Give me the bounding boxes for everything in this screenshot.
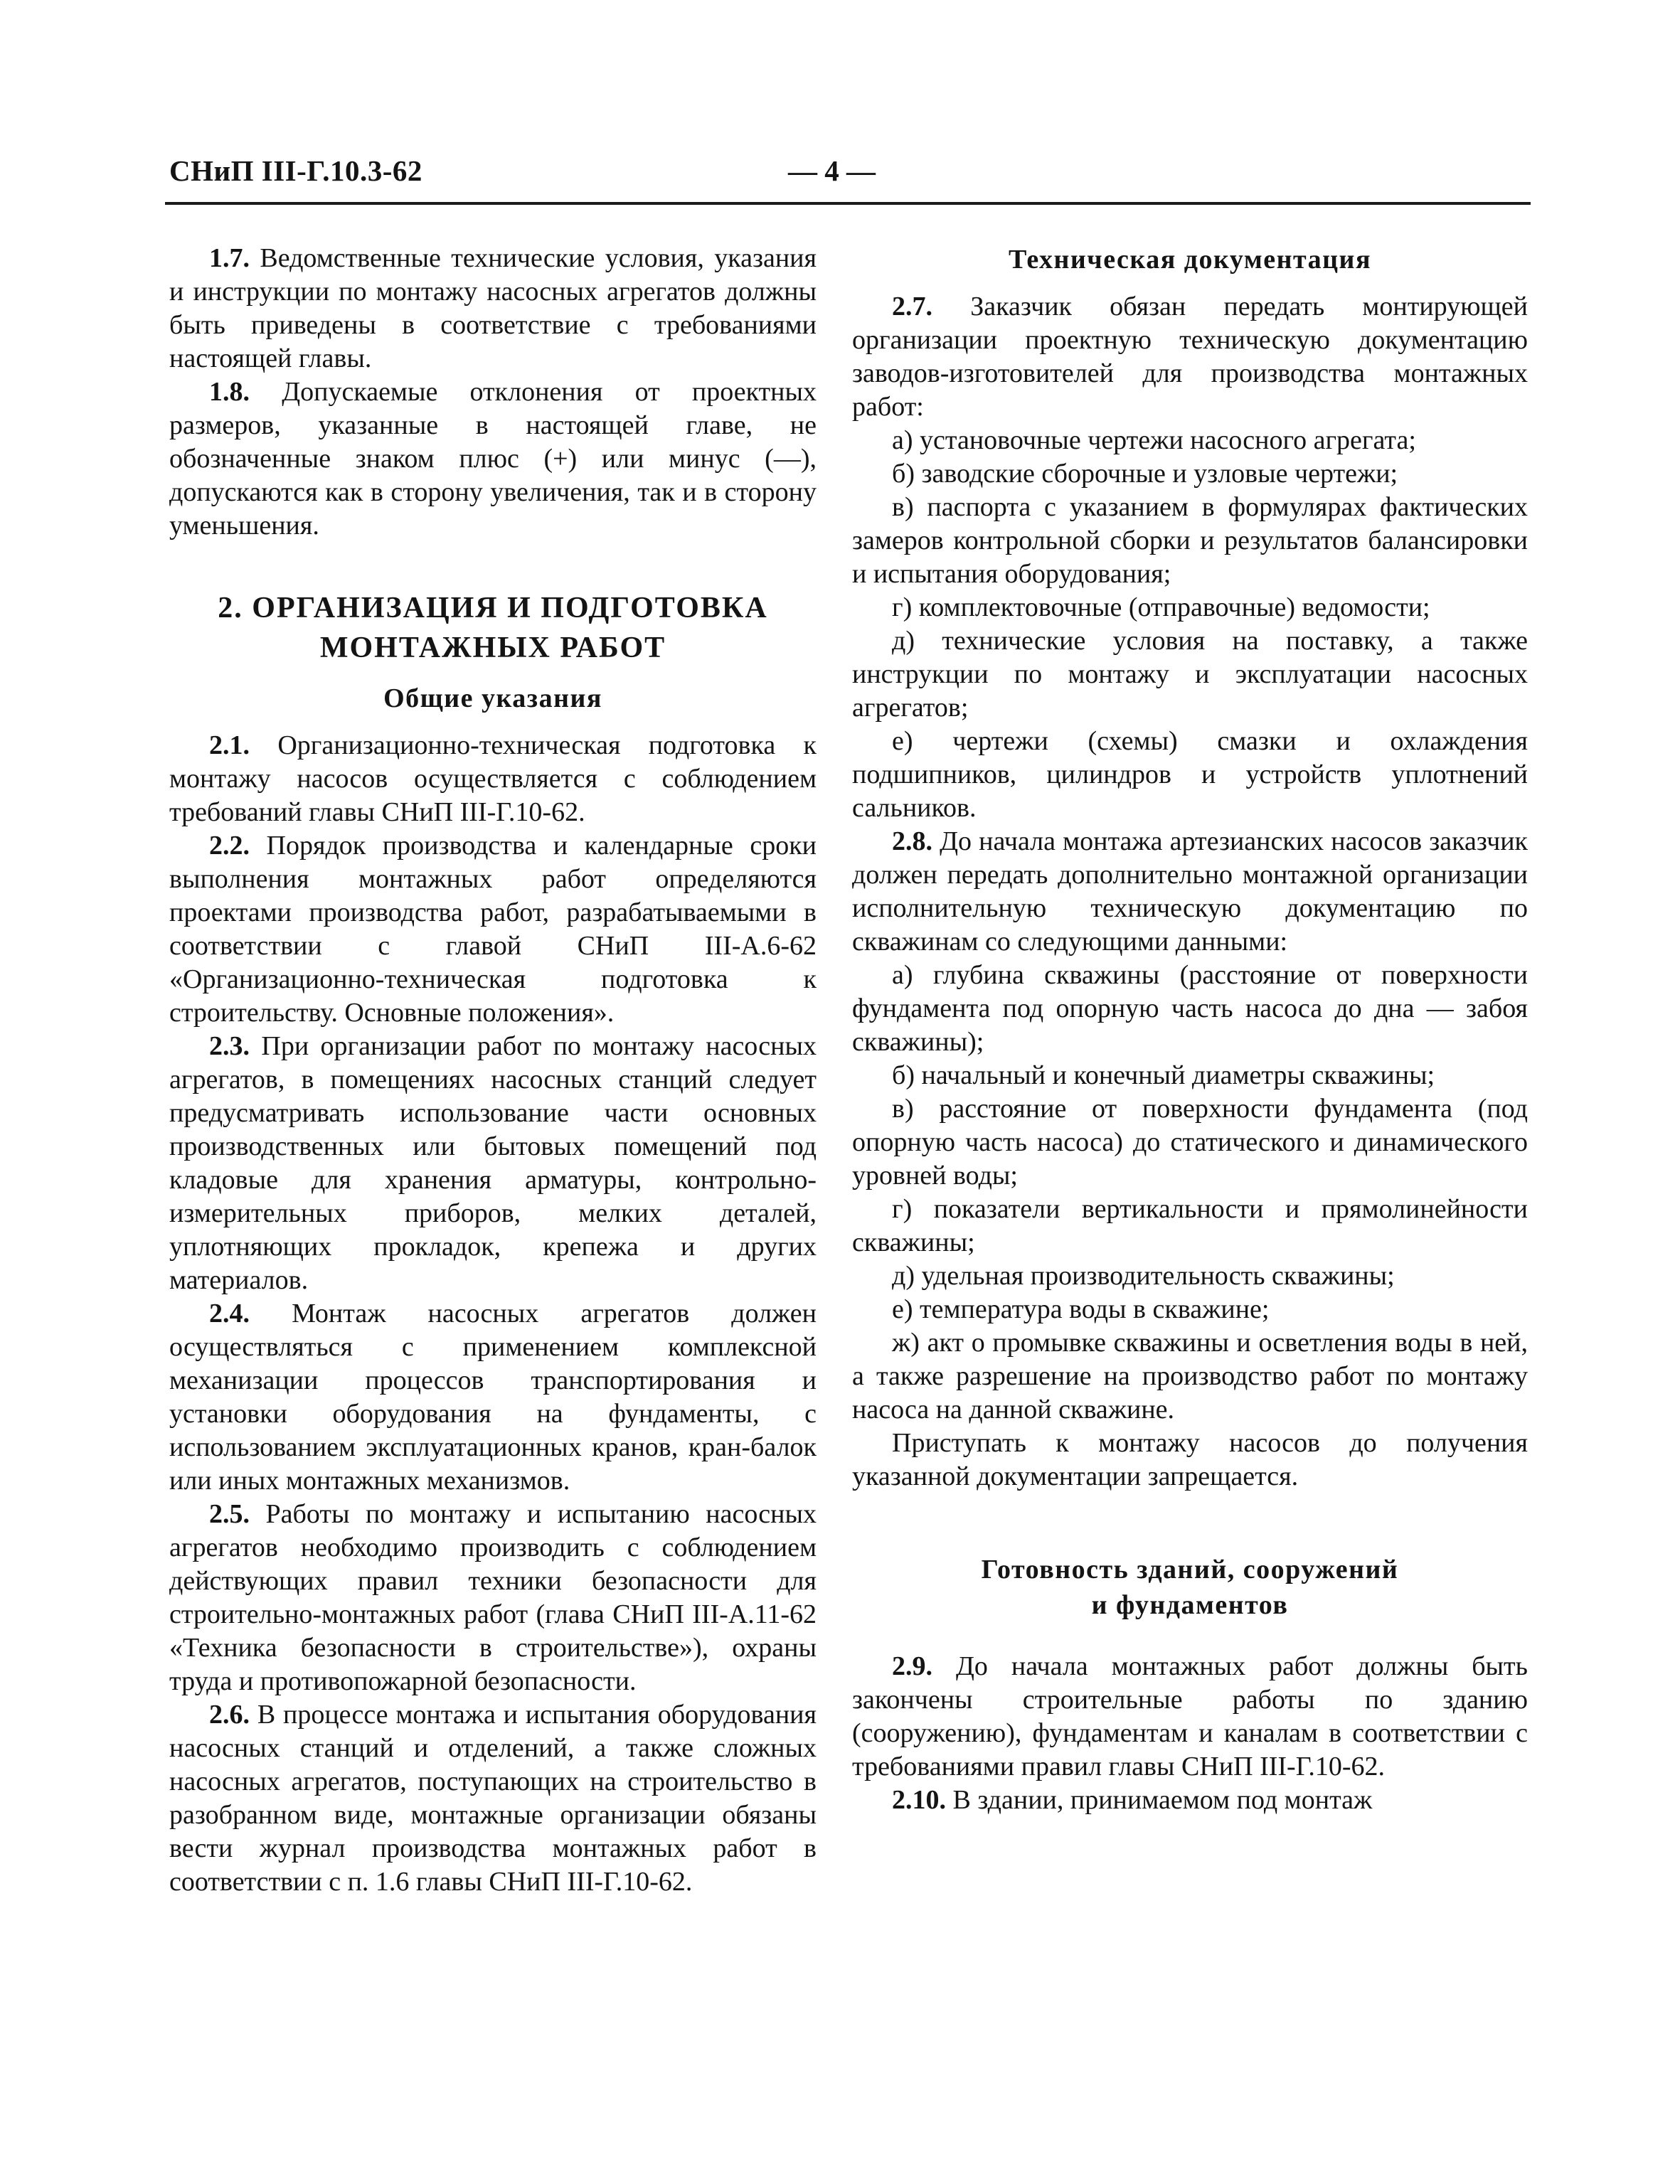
list-item: б) начальный и конечный диаметры скважины;	[892, 1060, 1435, 1090]
list-item: г) показатели вертикальности и прямолинейности скважины;	[852, 1194, 1528, 1257]
list-item: д) технические условия на поставку, а также инструкции по монтажу и эксплуатации насосных агрегатов;	[852, 626, 1528, 723]
clause-text: Организационно-техническая подготовка к монтажу насосов осуществляется с соблюдением требований главы СНиП III-Г.10-62.	[169, 730, 817, 827]
clause-text: Монтаж насосных агрегатов должен осуществляться с применением комплексной механизации процессов транспортирования и установки оборудования на фундаменты, с использованием эксплуатационных кранов, кран-балок или иных монтажных механизмов.	[169, 1299, 817, 1496]
clause-text: Заказчик обязан передать монтирующей организации проектную техническую документацию заводов-изготовителей для производства монтажных работ:	[852, 292, 1529, 422]
clause-2-6	[169, 1698, 817, 1899]
clause-2-8	[852, 825, 1528, 959]
chapter-heading-line: 2. ОРГАНИЗАЦИЯ И ПОДГОТОВКА	[218, 592, 768, 624]
clause-2-1	[169, 729, 817, 829]
section-heading-general: Общие указания	[383, 683, 602, 713]
clause-2-2	[169, 829, 817, 1030]
clause-2-3	[169, 1030, 817, 1297]
clause-number: 2.1.	[209, 730, 250, 760]
chapter-heading-line: МОНТАЖНЫХ РАБОТ	[319, 632, 666, 664]
clause-text: Порядок производства и календарные сроки выполнения монтажных работ определяются проектами производства работ, разрабатываемыми в соответствии с главой СНиП III-А.6-62 «Организационно-техническая подготовка к строительству. Основные положения».	[169, 831, 817, 1028]
clause-number: 2.5.	[209, 1499, 250, 1529]
left-column	[169, 242, 817, 1899]
list-item: а) установочные чертежи насосного агрегата;	[892, 425, 1416, 455]
clause-text: Допускаемые отклонения от проектных размеров, указанные в настоящей главе, не обозначенные знаком плюс (+) или минус (—), допускаются как в сторону увеличения, так и в сторону уменьшения.	[169, 377, 817, 540]
page-header	[169, 154, 1529, 198]
clause-2-10	[852, 1784, 1528, 1817]
list-item: е) температура воды в скважине;	[892, 1294, 1270, 1324]
section-heading-line: и фундаментов	[1091, 1590, 1289, 1620]
list-item: в) расстояние от поверхности фундамента (под опорную часть насоса) до статического и динамического уровней воды;	[852, 1094, 1528, 1190]
list-item: а) глубина скважины (расстояние от поверхности фундамента под опорную часть насоса до дна — забоя скважины);	[852, 960, 1528, 1057]
clause-number: 2.9.	[892, 1651, 932, 1681]
clause-number: 2.7.	[892, 292, 932, 321]
clause-2-4	[169, 1297, 817, 1498]
section-heading-line: Готовность зданий, сооружений	[981, 1555, 1399, 1584]
clause-text: В процессе монтажа и испытания оборудования насосных станций и отделений, а также сложных насосных агрегатов, поступающих на строительство в разобранном виде, монтажные организации обязаны вести журнал производства монтажных работ в соответствии с п. 1.6 главы СНиП III-Г.10-62.	[169, 1700, 817, 1897]
clause-2-5	[169, 1498, 817, 1698]
clause-text: Ведомственные технические условия, указания и инструкции по монтажу насосных агрегатов должны быть приведены в соответствие с требованиями настоящей главы.	[169, 243, 817, 373]
section-heading-readiness	[852, 1552, 1528, 1623]
clause-number: 2.4.	[209, 1299, 250, 1328]
clause-number: 2.6.	[209, 1700, 250, 1730]
list-item: е) чертежи (схемы) смазки и охлаждения подшипников, цилиндров и устройств уплотнений сальников.	[852, 726, 1528, 823]
chapter-heading	[169, 588, 817, 668]
header-rule	[165, 202, 1531, 205]
clause-text: В здании, принимаемом под монтаж	[952, 1785, 1373, 1815]
clause-1-7	[169, 242, 817, 375]
clause-number: 2.8.	[892, 826, 932, 856]
list-item: г) комплектовочные (отправочные) ведомости;	[892, 592, 1430, 622]
page-number: — 4 —	[788, 154, 876, 187]
list-item: в) паспорта с указанием в формулярах фактических замеров контрольной сборки и результатов балансировки и испытания оборудования;	[852, 492, 1528, 589]
list-item: ж) акт о промывке скважины и осветления воды в ней, а также разрешение на производство работ по монтажу насоса на данной скважине.	[852, 1328, 1528, 1424]
list-item: д) удельная производительность скважины;	[892, 1261, 1395, 1291]
list-item: б) заводские сборочные и узловые чертежи;	[892, 459, 1398, 489]
document-code: СНиП III-Г.10.3-62	[169, 154, 422, 187]
section-heading-tech-doc: Техническая документация	[1009, 245, 1371, 275]
clause-text: До начала монтажа артезианских насосов заказчик должен передать дополнительно монтажной организации исполнительную техническую документацию по скважинам со следующими данными:	[852, 826, 1529, 957]
clause-number: 2.2.	[209, 831, 250, 861]
clause-number: 1.8.	[209, 377, 250, 407]
right-column	[852, 242, 1528, 1817]
clause-1-8	[169, 375, 817, 543]
clause-number: 1.7.	[209, 243, 250, 273]
clause-text: До начала монтажных работ должны быть закончены строительные работы по зданию (сооружению), фундаментам и каналам в соответствии с требованиями правил главы СНиП III-Г.10-62.	[852, 1651, 1528, 1781]
clause-2-7	[852, 290, 1528, 424]
clause-number: 2.3.	[209, 1031, 250, 1061]
clause-text: Работы по монтажу и испытанию насосных агрегатов необходимо производить с соблюдением действующих правил техники безопасности для строительно-монтажных работ (глава СНиП III-А.11-62 «Техника безопасности в строительстве»), охраны труда и противопожарной безопасности.	[169, 1499, 817, 1696]
clause-text: При организации работ по монтажу насосных агрегатов, в помещениях насосных станций следует предусматривать использование части основных производственных или бытовых помещений под кладовые для хранения арматуры, контрольно-измерительных приборов, мелких деталей, уплотняющих прокладок, крепежа и других материалов.	[169, 1031, 817, 1295]
clause-2-9	[852, 1650, 1528, 1784]
prohibition-paragraph: Приступать к монтажу насосов до получения указанной документации запрещается.	[852, 1428, 1528, 1491]
clause-number: 2.10.	[892, 1785, 946, 1815]
